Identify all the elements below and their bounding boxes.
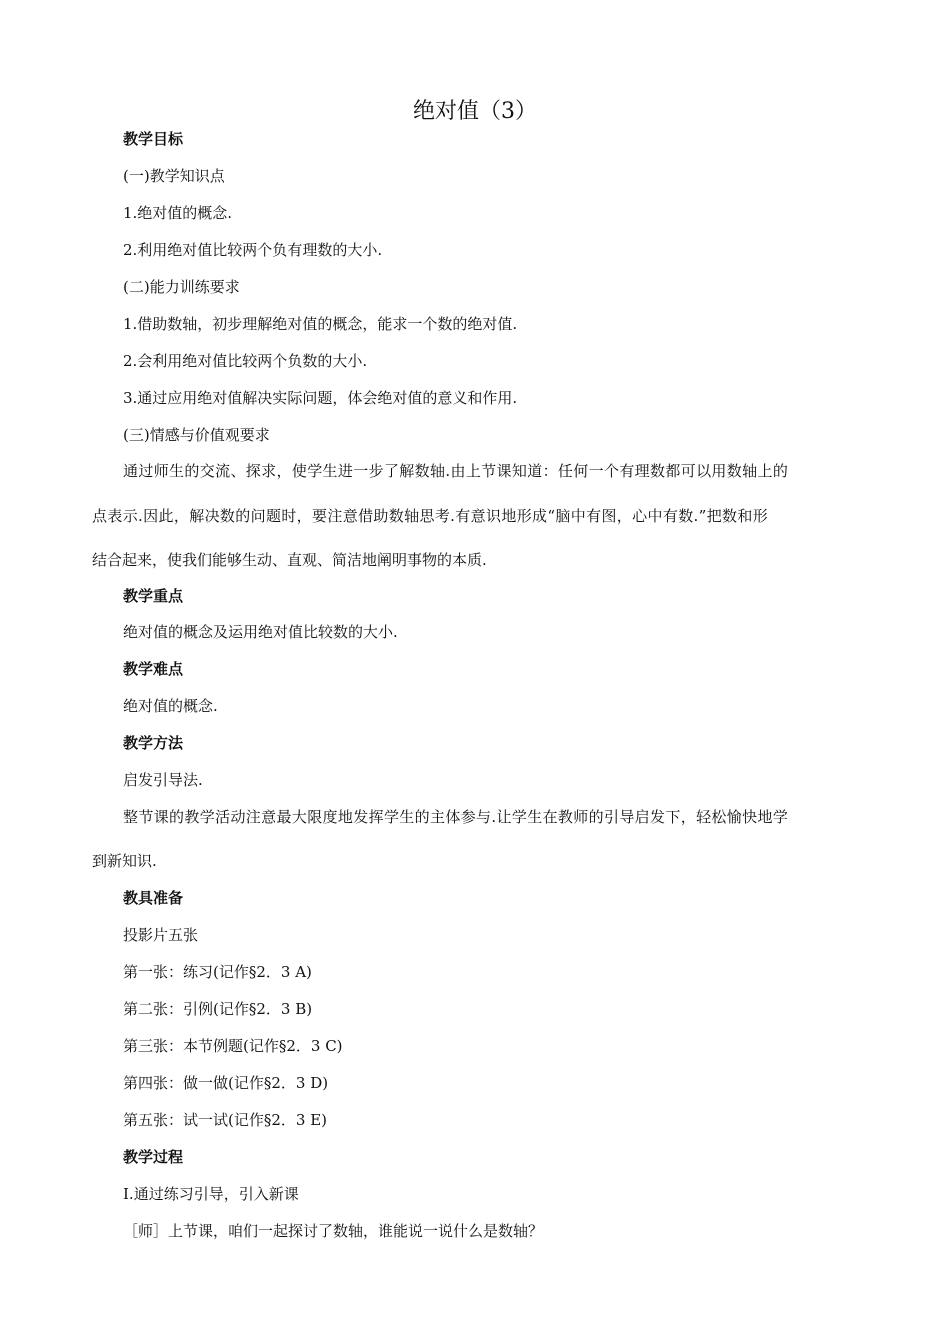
method-paragraph-line-1: 整节课的教学活动注意最大限度地发挥学生的主体参与.让学生在教师的引导启发下，轻松愉快地学 [123, 808, 789, 826]
method-paragraph-line-2: 到新知识. [92, 852, 157, 870]
teaching-goals-heading: 教学目标 [123, 130, 184, 148]
teaching-tools-text: 投影片五张 [123, 926, 199, 944]
teaching-process-heading: 教学过程 [123, 1148, 184, 1166]
emotion-paragraph-line-1: 通过师生的交流、探求，使学生进一步了解数轴.由上节课知道：任何一个有理数都可以用数轴上的 [123, 462, 789, 480]
knowledge-item-1: 1.绝对值的概念. [123, 204, 233, 222]
slide-item-1: 第一张：练习(记作§2．3 A) [123, 963, 312, 981]
emotion-paragraph-line-3: 结合起来，使我们能够生动、直观、简洁地阐明事物的本质. [92, 551, 487, 569]
key-points-heading: 教学重点 [123, 587, 184, 605]
difficult-points-heading: 教学难点 [123, 660, 184, 678]
slide-item-3: 第三张：本节例题(记作§2．3 C) [123, 1037, 343, 1055]
ability-subheading: (二)能力训练要求 [123, 278, 240, 296]
knowledge-item-2: 2.利用绝对值比较两个负有理数的大小. [123, 241, 383, 259]
slide-item-5: 第五张：试一试(记作§2．3 E) [123, 1111, 328, 1129]
key-points-text: 绝对值的概念及运用绝对值比较数的大小. [123, 623, 398, 641]
process-dialogue-1: ［师］上节课，咱们一起探讨了数轴，谁能说一说什么是数轴？ [123, 1222, 544, 1240]
ability-item-1: 1.借助数轴，初步理解绝对值的概念，能求一个数的绝对值. [123, 315, 518, 333]
teaching-method-text: 启发引导法. [123, 771, 203, 789]
ability-item-2: 2.会利用绝对值比较两个负数的大小. [123, 352, 368, 370]
ability-item-3: 3.通过应用绝对值解决实际问题，体会绝对值的意义和作用. [123, 389, 518, 407]
process-step-1: Ⅰ.通过练习引导，引入新课 [123, 1185, 299, 1203]
knowledge-points-subheading: (一)教学知识点 [123, 167, 225, 185]
difficult-points-text: 绝对值的概念. [123, 697, 218, 715]
teaching-method-heading: 教学方法 [123, 734, 184, 752]
emotion-paragraph-line-2: 点表示.因此，解决数的问题时，要注意借助数轴思考.有意识地形成“脑中有图，心中有数.”把数和形 [92, 507, 769, 525]
emotion-subheading: (三)情感与价值观要求 [123, 426, 270, 444]
page-title: 绝对值（3） [413, 99, 537, 124]
teaching-tools-heading: 教具准备 [123, 889, 184, 907]
slide-item-2: 第二张：引例(记作§2．3 B) [123, 1000, 313, 1018]
slide-item-4: 第四张：做一做(记作§2．3 D) [123, 1074, 329, 1092]
